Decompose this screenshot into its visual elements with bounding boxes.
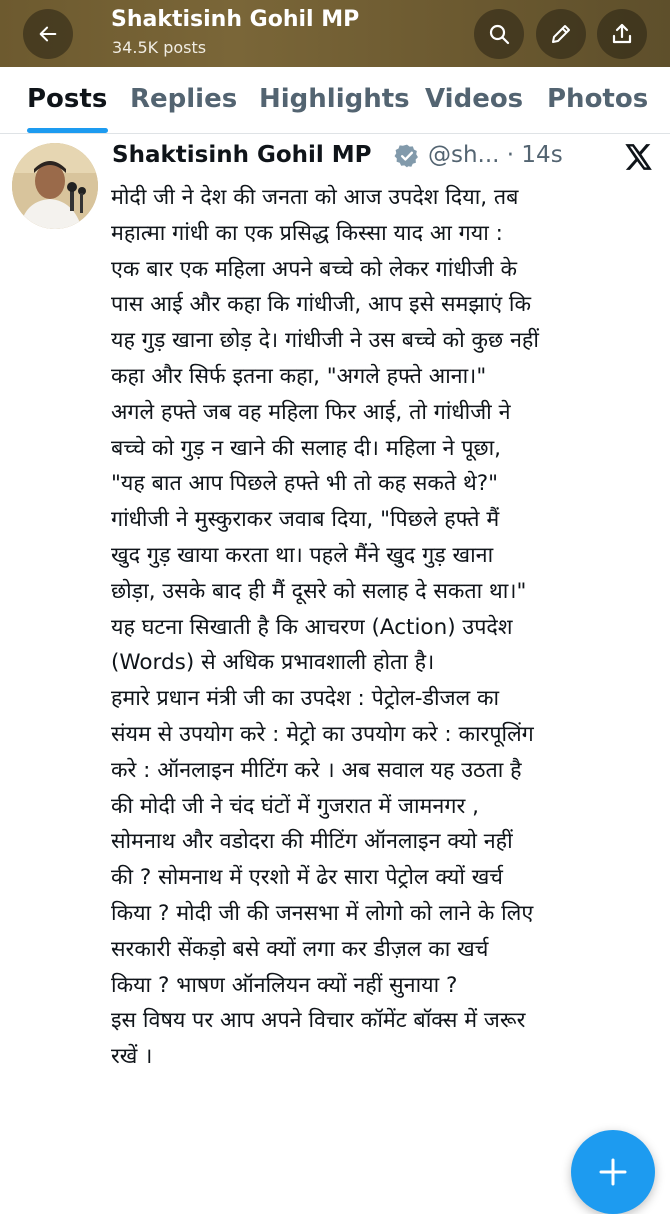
compose-post-button[interactable] (571, 1130, 655, 1214)
author-name[interactable]: Shaktisinh Gohil MP (112, 142, 372, 168)
share-button[interactable] (597, 9, 647, 59)
back-button[interactable] (23, 9, 73, 59)
post-text: मोदी जी ने देश की जनता को आज उपदेश दिया, तब महात्मा गांधी का एक प्रसिद्ध किस्सा याद आ गया : एक बार एक महिला अपने बच्चे को लेकर गांधीजी के पास आई और कहा कि गांधीजी, आप इसे समझाएं कि यह गुड़ खाना छोड़ दे। गांधीजी ने उस बच्चे को कुछ नहीं कहा और सिर्फ इतना कहा, "अगले हफ्ते आना।" अगले हफ्ते जब वह महिला फिर आई, तो गांधीजी ने बच्चे को गुड़ न खाने की सलाह दी। महिला ने पूछा, "यह बात आप पिछले हफ्ते भी तो कह सकते थे?" गांधीजी ने मुस्कुराकर जवाब दिया, "पिछले हफ्ते मैं खुद गुड़ खाया करता था। पहले मैंने खुद गुड़ खाना छोड़ा, उसके बाद ही मैं दूसरे को सलाह दे सकता था।" यह घटना सिखाती है कि आचरण (Action) उपदेश (Words) से अधिक प्रभावशाली होता है। हमारे प्रधान मंत्री जी का उपदेश : पेट्रोल-डीजल का संयम से उपयोग करे : मेट्रो का उपयोग करे : कारपूलिंग करे : ऑनलाइन मीटिंग करे । अब सवाल यह उठता है की मोदी जी ने चंद घंटों में गुजरात में जामनगर , सोमनाथ और वडोदरा की मीटिंग ऑनलाइन क्यो नहीं की ? सोमनाथ में एरशो में ढेर सारा पेट्रोल क्यों खर्च किया ? मोदी जी की जनसभा में लोगो को लाने के लिए सरकारी सेंकड़ो बसे क्यों लगा कर डीज़ल का खर्च किया ? भाषण ऑनलियन क्यों नहीं सुनाया ? इस विषय पर आप अपने विचार कॉमेंट बॉक्स में जरूर रखें । (111, 185, 539, 1070)
search-icon (487, 22, 511, 46)
edit-icon (549, 22, 573, 46)
plus-icon (599, 1158, 627, 1186)
tab-photos[interactable]: Photos (547, 84, 649, 114)
profile-name-title: Shaktisinh Gohil MP (111, 7, 360, 32)
search-button[interactable] (474, 9, 524, 59)
share-icon (610, 22, 634, 46)
profile-header (0, 0, 670, 67)
tab-highlights[interactable]: Highlights (259, 84, 410, 114)
author-handle-time[interactable]: @sh... · 14s (428, 142, 563, 168)
tab-replies[interactable]: Replies (130, 84, 238, 114)
verified-badge-icon (394, 143, 420, 175)
x-logo-icon (625, 144, 653, 174)
profile-tabs (0, 67, 670, 134)
tab-videos[interactable]: Videos (425, 84, 524, 114)
active-tab-indicator (27, 128, 108, 133)
avatar[interactable] (12, 143, 98, 229)
posts-count: 34.5K posts (112, 38, 207, 57)
edit-button[interactable] (536, 9, 586, 59)
tab-posts[interactable]: Posts (27, 84, 108, 114)
back-arrow-icon (37, 23, 59, 45)
